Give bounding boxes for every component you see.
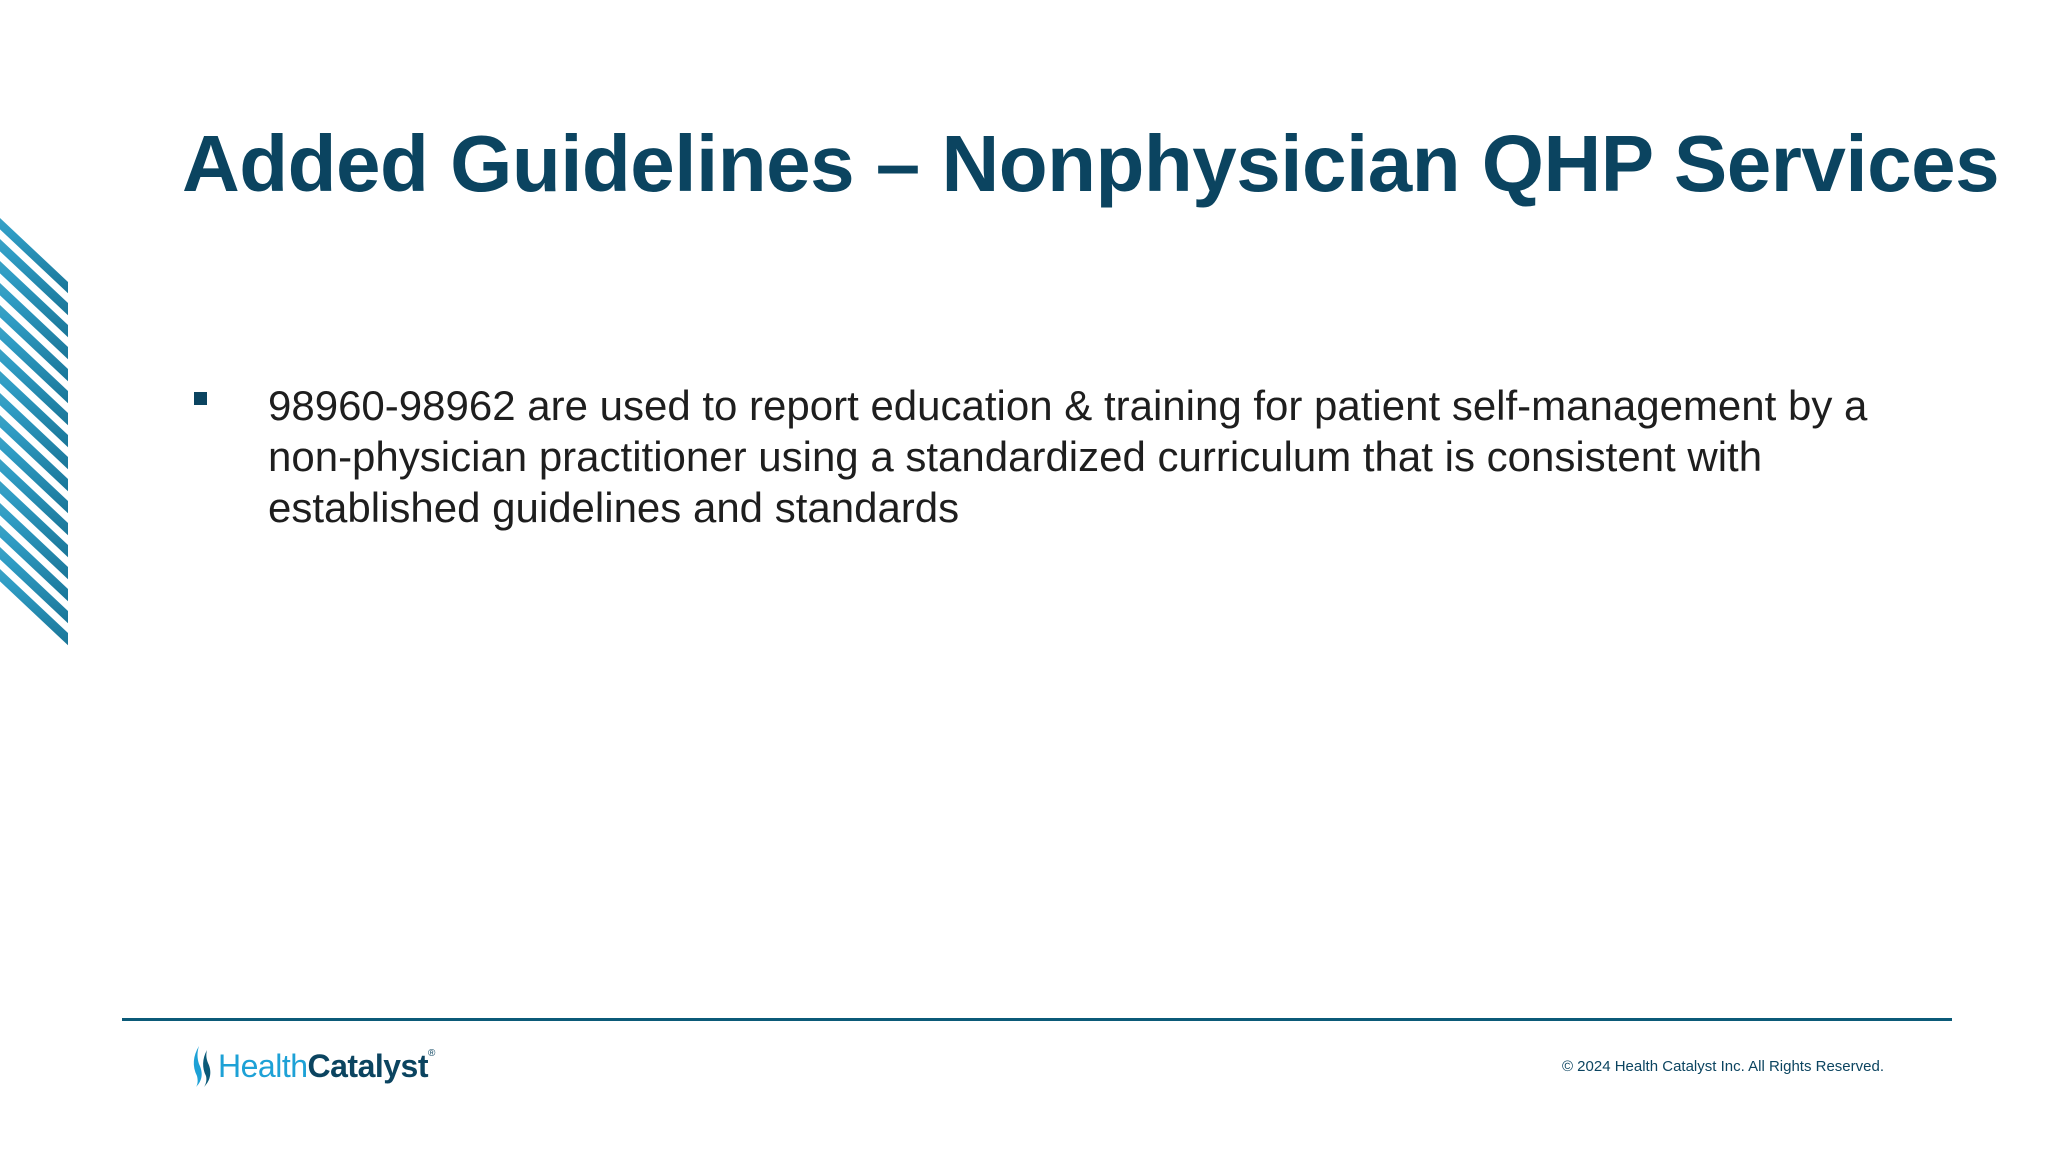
health-catalyst-flame-icon (190, 1044, 214, 1088)
logo-catalyst-text: Catalyst (307, 1047, 428, 1084)
copyright-notice: © 2024 Health Catalyst Inc. All Rights Reserved. (1561, 1058, 1884, 1075)
logo-health-text: Health (218, 1047, 308, 1084)
square-bullet-icon (194, 392, 207, 405)
slide-title: Added Guidelines – Nonphysician QHP Services (182, 119, 2000, 208)
bullet-list (192, 380, 1932, 533)
logo-trademark: ® (428, 1047, 435, 1059)
logo-wordmark (218, 1048, 435, 1085)
bullet-text: 98960-98962 are used to report education & training for patient self-management by a non-physician practitioner using a standardized curriculum that is consistent with established guidelines and standards (268, 382, 1868, 531)
bullet-item (192, 380, 1932, 533)
health-catalyst-logo (190, 1042, 435, 1090)
footer-divider (122, 1018, 1952, 1021)
diagonal-stripes-icon (0, 218, 68, 652)
